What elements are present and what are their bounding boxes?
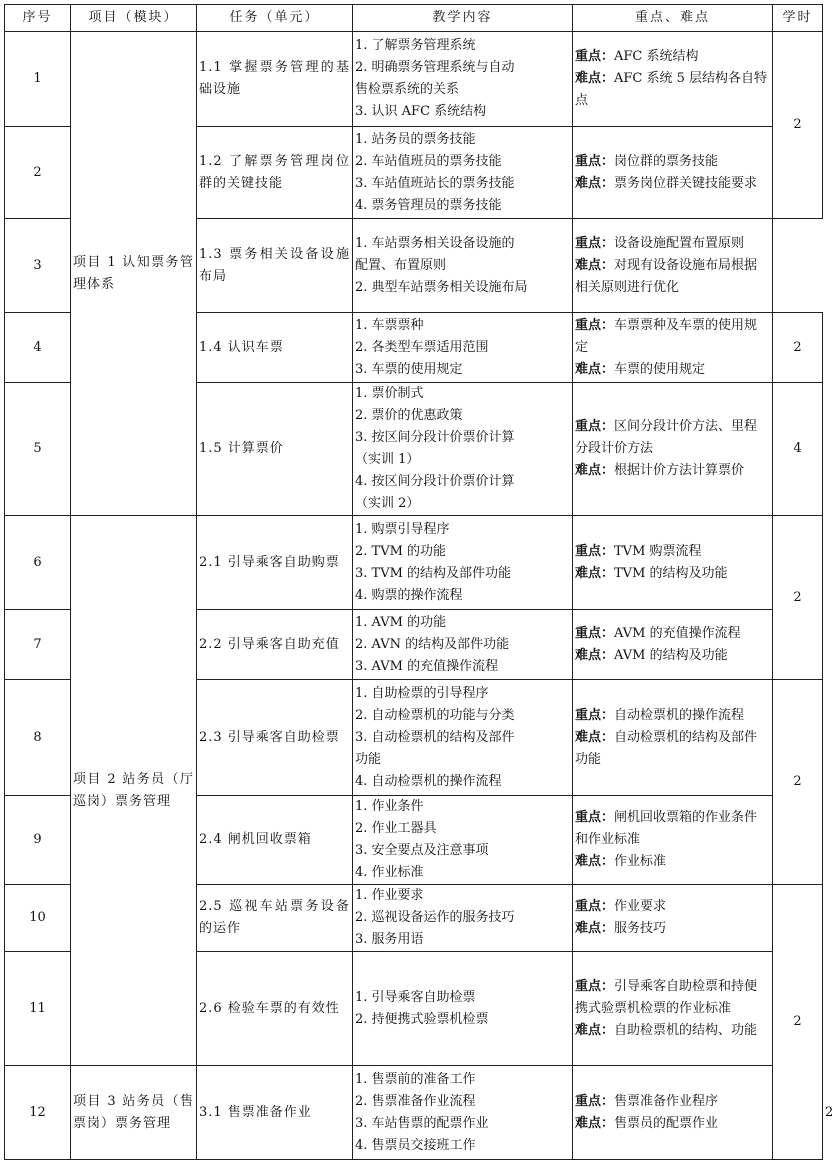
key-point-label: 重点： bbox=[575, 317, 615, 333]
content-line: 2. 各类型车票适用范围 bbox=[355, 339, 489, 355]
content-line: 2. 作业工器具 bbox=[355, 821, 437, 836]
key-point-label: 重点： bbox=[575, 235, 615, 251]
seq-cell: 2 bbox=[5, 127, 71, 219]
task-cell: 2.4 闸机回收票箱 bbox=[197, 796, 353, 885]
task-cell: 1.1 掌握票务管理的基础设施 bbox=[197, 32, 353, 127]
key-point-text: TVM 购票流程 bbox=[614, 543, 702, 559]
key-point bbox=[575, 315, 770, 359]
content-line: 1. 自助检票的引导程序 bbox=[355, 685, 489, 701]
content-line: 3. 车站值班站长的票务技能 bbox=[355, 175, 515, 191]
key-point-text: 作业要求 bbox=[614, 899, 667, 914]
content-line: 3. 按区间分段计价票价计算 bbox=[355, 430, 515, 445]
seq-cell: 10 bbox=[5, 885, 71, 952]
key-point bbox=[575, 151, 770, 173]
difficulty bbox=[575, 460, 770, 482]
header-task: 任务（单元） bbox=[197, 5, 353, 32]
key-difficulty-cell bbox=[573, 516, 773, 610]
hours-cell: 2 bbox=[773, 313, 823, 383]
task-cell: 1.4 认识车票 bbox=[197, 313, 353, 383]
difficulty-label: 难点： bbox=[575, 1022, 615, 1038]
content-line: 1. 票价制式 bbox=[355, 386, 424, 401]
content-line: 2. TVM 的功能 bbox=[355, 543, 447, 559]
content-cell bbox=[353, 127, 573, 219]
key-point bbox=[575, 416, 770, 460]
key-difficulty-cell bbox=[573, 32, 773, 127]
key-difficulty-cell bbox=[573, 796, 773, 885]
content-line: 2. 持便携式验票机检票 bbox=[355, 1011, 489, 1027]
difficulty bbox=[575, 255, 770, 299]
difficulty bbox=[575, 173, 770, 195]
key-point bbox=[575, 896, 770, 918]
content-line: 3. 安全要点及注意事项 bbox=[355, 843, 489, 858]
key-point bbox=[575, 705, 770, 727]
key-point bbox=[575, 623, 770, 645]
key-point-text: AVM 的充值操作流程 bbox=[614, 625, 741, 641]
content-line: 3. 认识 AFC 系统结构 bbox=[355, 104, 487, 119]
key-difficulty-cell bbox=[573, 952, 773, 1066]
curriculum-table bbox=[4, 4, 833, 1160]
content-line: 1. 作业要求 bbox=[355, 888, 424, 903]
key-difficulty-cell bbox=[573, 313, 773, 383]
key-point-label: 重点： bbox=[575, 153, 615, 169]
key-difficulty-cell bbox=[573, 383, 773, 516]
seq-cell: 1 bbox=[5, 32, 71, 127]
task-cell: 2.1 引导乘客自助购票 bbox=[197, 516, 353, 610]
seq-cell: 12 bbox=[5, 1066, 71, 1160]
content-line: 2. 典型车站票务相关设施布局 bbox=[355, 279, 528, 295]
seq-cell: 5 bbox=[5, 383, 71, 516]
difficulty bbox=[575, 727, 770, 771]
content-cell bbox=[353, 952, 573, 1066]
task-cell: 2.3 引导乘客自助检票 bbox=[197, 680, 353, 796]
key-difficulty-cell bbox=[573, 1066, 773, 1160]
project-cell: 项目 1 认知票务管理体系 bbox=[71, 32, 197, 516]
header-hours: 学时 bbox=[773, 5, 823, 32]
project-cell: 项目 3 站务员（售票岗）票务管理 bbox=[71, 1066, 197, 1160]
difficulty-label: 难点： bbox=[575, 1115, 615, 1131]
key-point-text: 设备设施配置布置原则 bbox=[614, 235, 745, 251]
key-difficulty-cell bbox=[573, 885, 773, 952]
content-line: 3. TVM 的结构及部件功能 bbox=[355, 565, 512, 581]
content-line: 3. 服务用语 bbox=[355, 932, 424, 947]
content-cell bbox=[353, 516, 573, 610]
difficulty-text: 票务岗位群关键技能要求 bbox=[614, 175, 758, 191]
key-point bbox=[575, 976, 770, 1020]
key-point bbox=[575, 541, 770, 563]
content-cell bbox=[353, 313, 573, 383]
key-point bbox=[575, 807, 770, 851]
content-line: 1. 站务员的票务技能 bbox=[355, 131, 476, 147]
table-row bbox=[5, 516, 823, 610]
key-point-text: 自动检票机的操作流程 bbox=[614, 707, 745, 723]
key-point-label: 重点： bbox=[575, 707, 615, 723]
key-difficulty-cell bbox=[573, 680, 773, 796]
key-point-label: 重点： bbox=[575, 978, 615, 994]
content-line: 4. 售票员交接班工作 bbox=[355, 1137, 476, 1153]
content-cell bbox=[353, 796, 573, 885]
difficulty bbox=[575, 918, 770, 940]
difficulty bbox=[575, 1113, 770, 1135]
task-cell: 3.1 售票准备作业 bbox=[197, 1066, 353, 1160]
key-difficulty-cell bbox=[573, 219, 773, 313]
difficulty-text: AFC 系统 5 层结构各自特点 bbox=[575, 71, 768, 108]
seq-cell: 7 bbox=[5, 610, 71, 680]
content-line: 1. 售票前的准备工作 bbox=[355, 1071, 476, 1087]
difficulty bbox=[575, 563, 770, 585]
content-cell bbox=[353, 32, 573, 127]
key-point bbox=[575, 233, 770, 255]
seq-cell: 3 bbox=[5, 219, 71, 313]
difficulty bbox=[575, 68, 770, 112]
seq-cell: 11 bbox=[5, 952, 71, 1066]
content-line: 1. 作业条件 bbox=[355, 799, 424, 814]
key-point-label: 重点： bbox=[575, 419, 615, 434]
difficulty-text: TVM 的结构及功能 bbox=[614, 565, 728, 581]
key-point-text: 区间分段计价方法、里程分段计价方法 bbox=[575, 419, 758, 456]
difficulty-text: 车票的使用规定 bbox=[614, 361, 706, 377]
difficulty-text: 作业标准 bbox=[614, 854, 667, 869]
key-point-text: AFC 系统结构 bbox=[614, 49, 699, 64]
content-line: 2. AVN 的结构及部件功能 bbox=[355, 636, 510, 652]
key-point-label: 重点： bbox=[575, 625, 615, 641]
hours-cell: 2 bbox=[773, 885, 823, 1160]
content-line: 4. 购票的操作流程 bbox=[355, 587, 463, 603]
difficulty-label: 难点： bbox=[575, 257, 615, 273]
content-cell bbox=[353, 680, 573, 796]
key-difficulty-cell bbox=[573, 610, 773, 680]
task-cell: 1.5 计算票价 bbox=[197, 383, 353, 516]
task-cell: 1.2 了解票务管理岗位群的关键技能 bbox=[197, 127, 353, 219]
seq-cell: 6 bbox=[5, 516, 71, 610]
content-cell bbox=[353, 1066, 573, 1160]
difficulty-text: 根据计价方法计算票价 bbox=[614, 463, 745, 478]
key-point-label: 重点： bbox=[575, 49, 615, 64]
key-point-label: 重点： bbox=[575, 899, 615, 914]
content-line: 2. 售票准备作业流程 bbox=[355, 1093, 476, 1109]
key-point bbox=[575, 46, 770, 68]
content-line: 4. 自动检票机的操作流程 bbox=[355, 773, 502, 789]
difficulty bbox=[575, 359, 770, 381]
difficulty-label: 难点： bbox=[575, 729, 615, 745]
difficulty-label: 难点： bbox=[575, 361, 615, 377]
content-cell bbox=[353, 383, 573, 516]
content-line: 4. 票务管理员的票务技能 bbox=[355, 197, 502, 213]
difficulty-label: 难点： bbox=[575, 463, 615, 478]
difficulty-label: 难点： bbox=[575, 71, 615, 86]
content-line: 3. 车站售票的配票作业 bbox=[355, 1115, 489, 1131]
difficulty-label: 难点： bbox=[575, 921, 615, 936]
header-project: 项目（模块） bbox=[71, 5, 197, 32]
hours-cell: 2 bbox=[773, 516, 823, 680]
content-line: 1. 引导乘客自助检票 bbox=[355, 989, 476, 1005]
header-key-points: 重点、难点 bbox=[573, 5, 773, 32]
content-line: 2. 车站值班员的票务技能 bbox=[355, 153, 502, 169]
seq-cell: 8 bbox=[5, 680, 71, 796]
content-line: 2. 票价的优惠政策 bbox=[355, 408, 463, 423]
difficulty-label: 难点： bbox=[575, 647, 615, 663]
seq-cell: 9 bbox=[5, 796, 71, 885]
difficulty-text: 对现有设备设施布局根据相关原则进行优化 bbox=[575, 257, 758, 295]
content-line: 2. 自动检票机的功能与分类 bbox=[355, 707, 515, 723]
content-line: 1. 了解票务管理系统 bbox=[355, 38, 476, 53]
key-point bbox=[575, 1091, 770, 1113]
difficulty-text: 自助检票机的结构、功能 bbox=[614, 1022, 758, 1038]
content-line: 4. 按区间分段计价票价计算 bbox=[355, 474, 515, 489]
seq-cell: 4 bbox=[5, 313, 71, 383]
difficulty-text: 自动检票机的结构及部件功能 bbox=[575, 729, 758, 767]
task-cell: 1.3 票务相关设备设施布局 bbox=[197, 219, 353, 313]
key-point-text: 售票准备作业程序 bbox=[614, 1093, 719, 1109]
difficulty-label: 难点： bbox=[575, 565, 615, 581]
project-cell: 项目 2 站务员（厅巡岗）票务管理 bbox=[71, 516, 197, 1066]
task-cell: 2.5 巡视车站票务设备的运作 bbox=[197, 885, 353, 952]
table-row: 12 项目 3 站务员（售票岗）票务管理 3.1 售票准备作业 1. 售票前的准备工作 2. 售票准备作业流程 3. 车站售票的配票作业 4. 售票员交接班工作 重点：售票准备作业程序 难点：售票员的配票作业 2 bbox=[5, 1066, 823, 1160]
key-point-text: 引导乘客自助检票和持便携式验票机检票的作业标准 bbox=[575, 978, 758, 1016]
difficulty bbox=[575, 645, 770, 667]
content-line: 3. 车票的使用规定 bbox=[355, 361, 463, 377]
content-line: 1. AVM 的功能 bbox=[355, 614, 447, 630]
content-line: 2. 明确票务管理系统与自动 bbox=[355, 60, 515, 75]
header-seq: 序号 bbox=[5, 5, 71, 32]
content-line: 功能 bbox=[355, 751, 382, 767]
key-point-label: 重点： bbox=[575, 1093, 615, 1109]
content-line: 3. 自动检票机的结构及部件 bbox=[355, 729, 515, 745]
content-line: 2. 巡视设备运作的服务技巧 bbox=[355, 910, 515, 925]
hours-cell: 2 bbox=[773, 680, 823, 885]
content-line: 4. 作业标准 bbox=[355, 865, 424, 880]
difficulty-label: 难点： bbox=[575, 175, 615, 191]
key-point-label: 重点： bbox=[575, 543, 615, 559]
key-point-text: 闸机回收票箱的作业条件和作业标准 bbox=[575, 810, 758, 847]
content-line: 售检票系统的关系 bbox=[355, 82, 460, 97]
content-line: （实训 2） bbox=[355, 496, 420, 511]
difficulty bbox=[575, 1020, 770, 1042]
content-line: 3. AVM 的充值操作流程 bbox=[355, 658, 499, 674]
task-cell: 2.2 引导乘客自助充值 bbox=[197, 610, 353, 680]
difficulty-text: 服务技巧 bbox=[614, 921, 667, 936]
task-cell: 2.6 检验车票的有效性 bbox=[197, 952, 353, 1066]
difficulty-text: 售票员的配票作业 bbox=[614, 1115, 719, 1131]
key-point-text: 岗位群的票务技能 bbox=[614, 153, 719, 169]
content-line: （实训 1） bbox=[355, 452, 420, 467]
key-difficulty-cell bbox=[573, 127, 773, 219]
content-line: 1. 购票引导程序 bbox=[355, 521, 450, 537]
content-cell bbox=[353, 610, 573, 680]
table-row bbox=[5, 32, 823, 127]
key-point-label: 重点： bbox=[575, 810, 615, 825]
content-line: 1. 车站票务相关设备设施的 bbox=[355, 235, 515, 251]
hours-cell: 2 bbox=[773, 32, 823, 219]
difficulty-text: AVM 的结构及功能 bbox=[614, 647, 728, 663]
header-row bbox=[5, 5, 823, 32]
difficulty-label: 难点： bbox=[575, 854, 615, 869]
content-line: 配置、布置原则 bbox=[355, 257, 447, 273]
header-content: 教学内容 bbox=[353, 5, 573, 32]
content-line: 1. 车票票种 bbox=[355, 317, 424, 333]
content-cell bbox=[353, 219, 573, 313]
content-cell bbox=[353, 885, 573, 952]
hours-cell: 4 bbox=[773, 383, 823, 516]
key-point-text: 车票票种及车票的使用规定 bbox=[575, 317, 758, 355]
difficulty bbox=[575, 851, 770, 873]
